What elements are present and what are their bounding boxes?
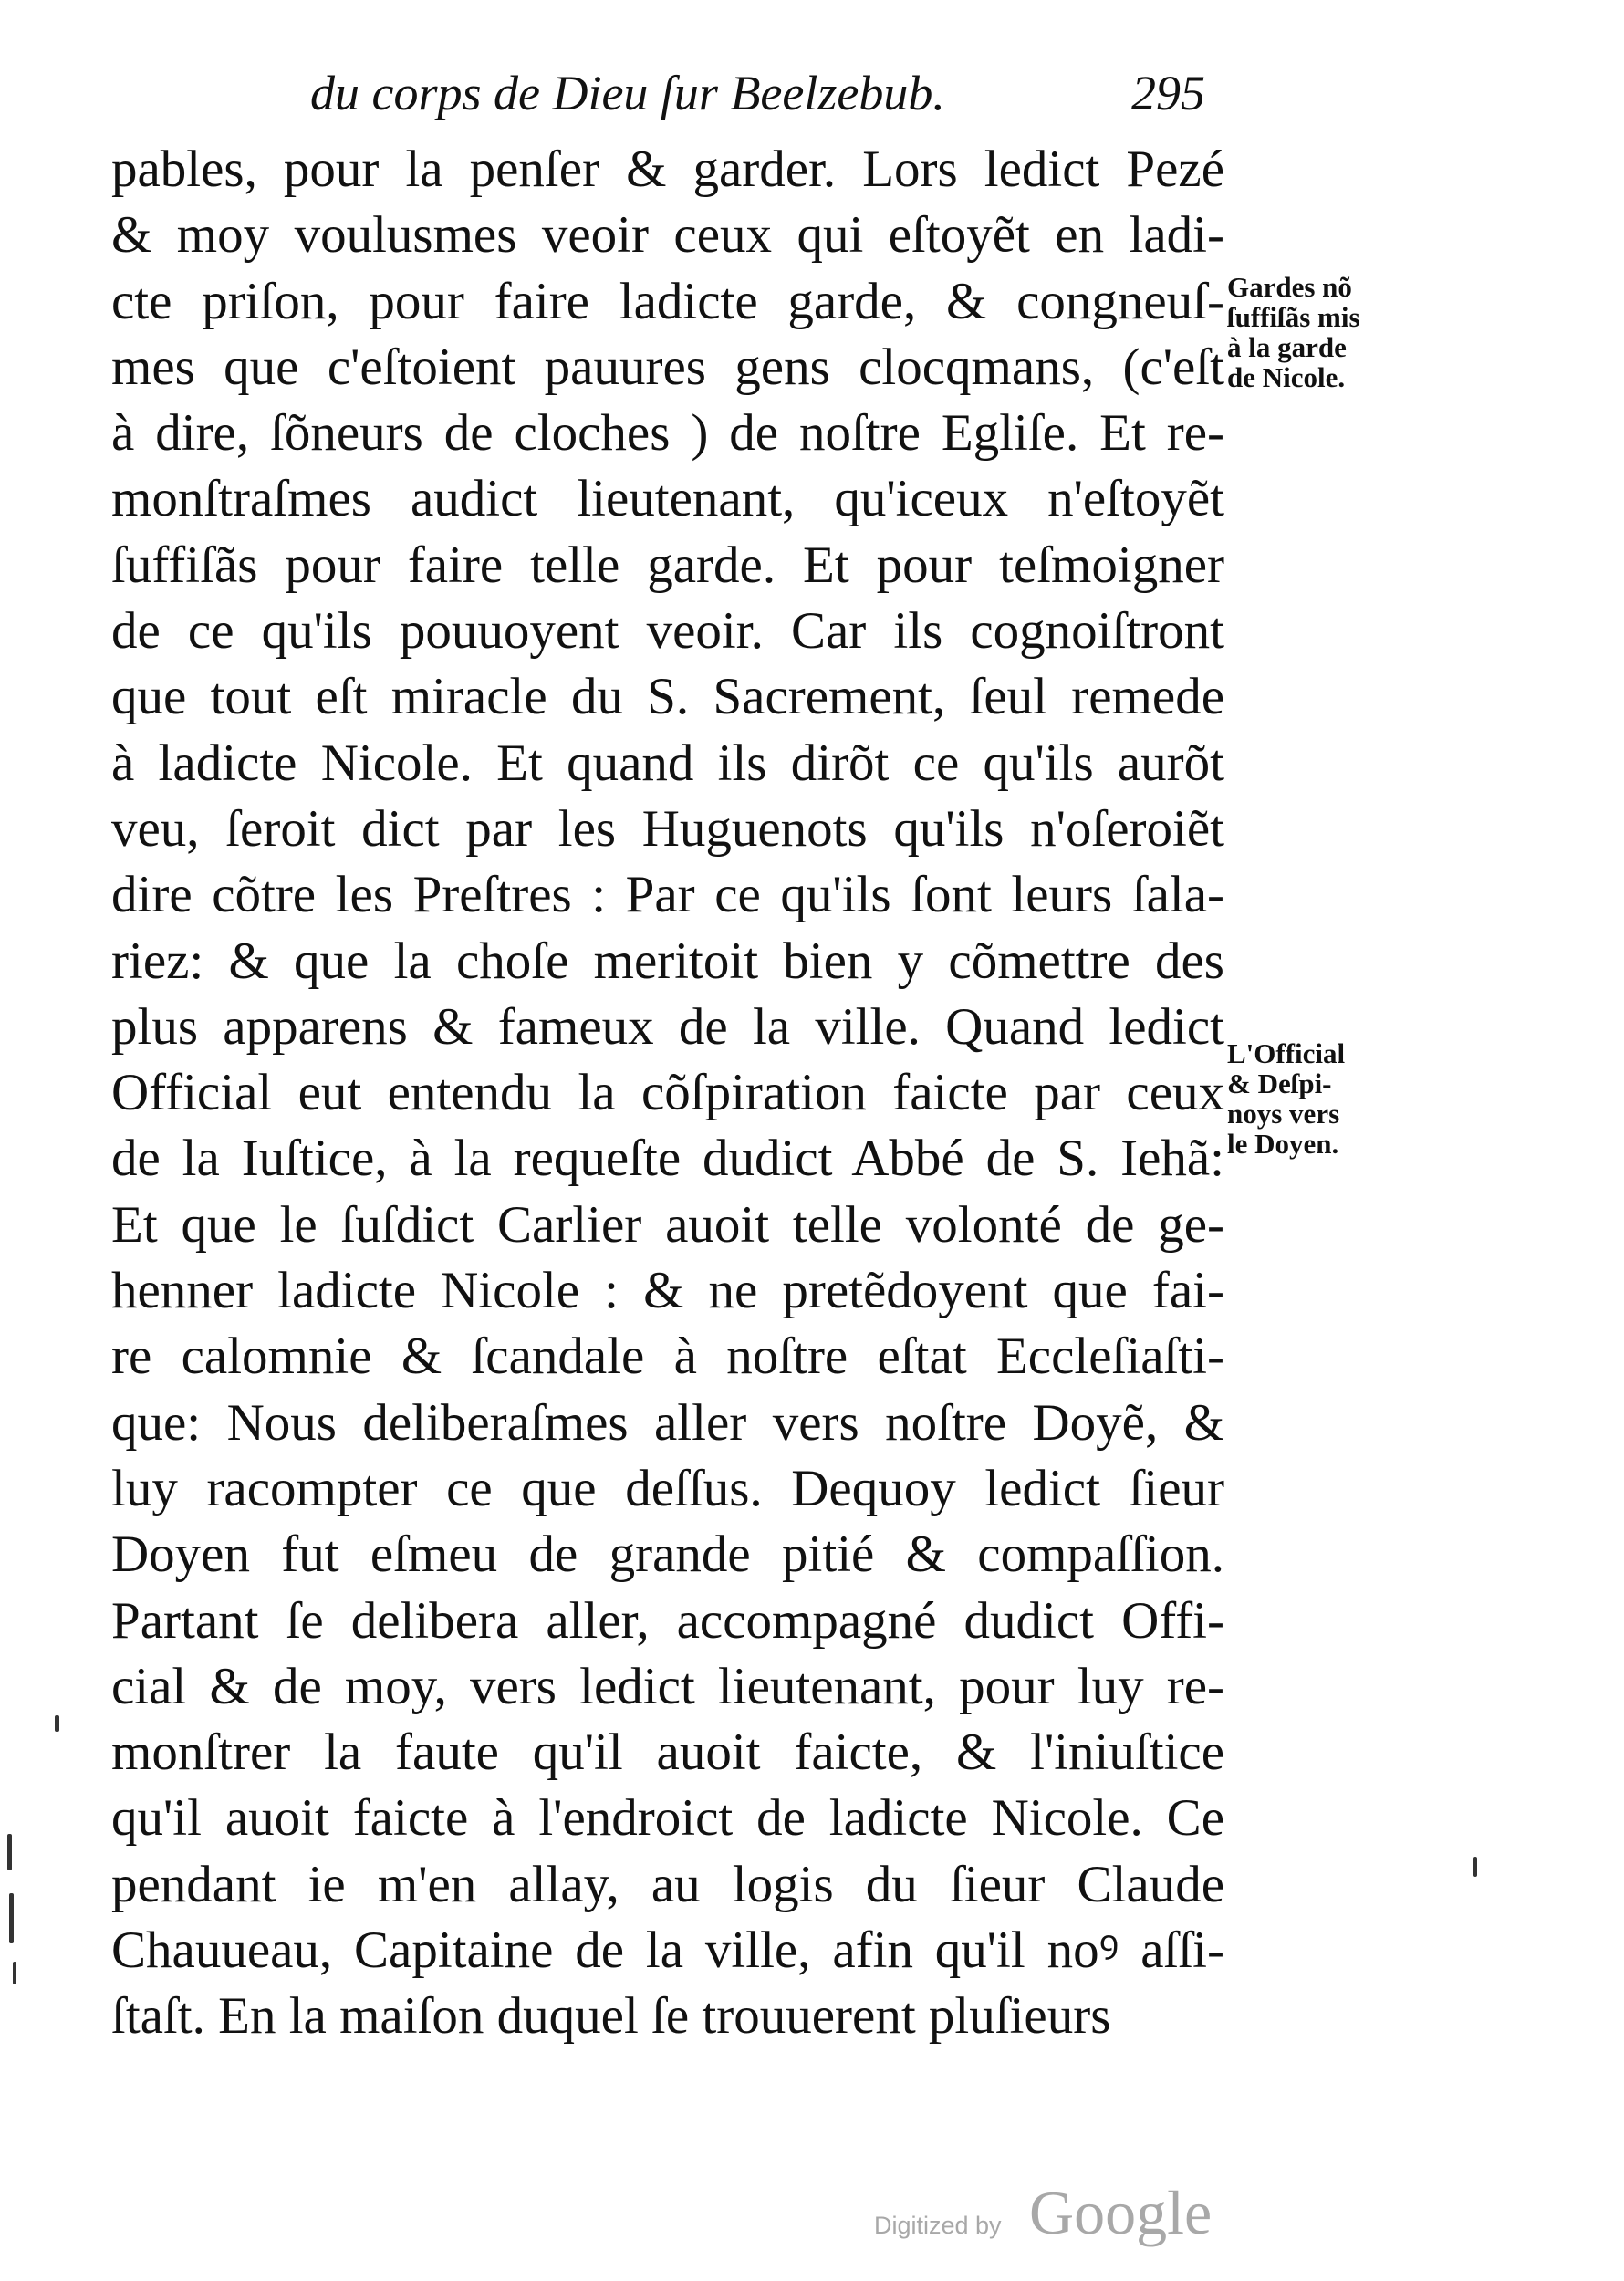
- ink-speck: [13, 1962, 16, 1984]
- text-line: mes que c'eſtoient pauures gens clocqmans, (c'eſt: [111, 338, 1224, 396]
- text-line: que tout eſt miracle du S. Sacrement, ſeul remede: [111, 668, 1224, 726]
- margin-note-line: noys vers: [1227, 1098, 1340, 1130]
- text-line: dire cõtre les Preſtres : Par ce qu'ils ſont leurs ſala-: [111, 866, 1224, 924]
- ink-speck: [55, 1715, 59, 1732]
- text-line: Doyen fut eſmeu de grande pitié & compaſſion.: [111, 1526, 1224, 1584]
- text-line: monſtraſmes audict lieutenant, qu'iceux n'eſtoyẽt: [111, 470, 1224, 528]
- text-line: henner ladicte Nicole : & ne pretẽdoyent que fai-: [111, 1262, 1224, 1320]
- text-line: de la Iuſtice, à la requeſte dudict Abbé de S. Iehã:: [111, 1130, 1224, 1188]
- text-line: Et que le ſuſdict Carlier auoit telle volonté de ge-: [111, 1195, 1224, 1254]
- text-line: Partant ſe delibera aller, accompagné dudict Offi-: [111, 1591, 1224, 1650]
- text-line: à dire, ſõneurs de cloches ) de noſtre Egliſe. Et re-: [111, 404, 1224, 463]
- google-logo: Google: [1029, 2178, 1213, 2247]
- text-line: pables, pour la penſer & garder. Lors ledict Pezé: [111, 141, 1224, 198]
- text-line: plus apparens & fameux de la ville. Quand ledict: [111, 997, 1224, 1056]
- margin-note-line: & Deſpi-: [1227, 1068, 1332, 1099]
- ink-speck: [9, 1893, 14, 1943]
- text-line: monſtrer la faute qu'il auoit faicte, & l'iniuſtice: [111, 1724, 1224, 1782]
- text-line: cial & de moy, vers ledict lieutenant, pour luy re-: [111, 1657, 1224, 1715]
- running-head: [310, 57, 1241, 130]
- watermark-prefix: Digitized by: [874, 2212, 1002, 2239]
- body-text: [111, 137, 1224, 2050]
- text-line: pendant ie m'en allay, au logis du ſieur Claude: [111, 1855, 1224, 1913]
- text-line: ſtaſt. En la maiſon duquel ſe trouuerent pluſieurs: [111, 1987, 1111, 2046]
- ink-speck: [1473, 1857, 1477, 1877]
- text-line: ſuffiſãs pour faire telle garde. Et pour teſmoigner: [111, 536, 1224, 594]
- text-line: que: Nous deliberaſmes aller vers noſtre Doyẽ, &: [111, 1393, 1224, 1452]
- running-title: du corps de Dieu ſur Beelzebub.: [310, 66, 945, 120]
- text-line: Chauueau, Capitaine de la ville, afin qu'il noꝰ aſſi-: [111, 1922, 1224, 1980]
- text-line: Official eut entendu la cõſpiration faicte par ceux: [111, 1064, 1224, 1122]
- margin-note-line: de Nicole.: [1227, 361, 1346, 393]
- text-line: qu'il auoit faicte à l'endroict de ladicte Nicole. Ce: [111, 1789, 1224, 1848]
- text-line: & moy voulusmes veoir ceux qui eſtoyẽt en ladi-: [111, 206, 1224, 265]
- margin-note-line: L'Official: [1227, 1037, 1346, 1069]
- margin-note-line: Gardes nõ: [1227, 271, 1352, 303]
- ink-speck: [7, 1834, 12, 1870]
- text-line: luy racompter ce que deſſus. Dequoy ledict ſieur: [111, 1459, 1224, 1517]
- margin-note-gardes: [1227, 272, 1382, 392]
- margin-note-line: ſuffiſãs mis: [1227, 301, 1360, 333]
- text-line: cte priſon, pour faire ladicte garde, & congneuſ-: [111, 272, 1224, 330]
- digitized-watermark: [874, 2178, 1239, 2247]
- text-line: riez: & que la choſe meritoit bien y cõmettre des: [111, 932, 1224, 990]
- page-number: 295: [1131, 66, 1205, 120]
- text-line: veu, ſeroit dict par les Huguenots qu'ils n'oſeroiẽt: [111, 799, 1224, 858]
- text-line: à ladicte Nicole. Et quand ils dirõt ce qu'ils aurõt: [111, 734, 1224, 792]
- margin-note-line: à la garde: [1227, 331, 1347, 363]
- margin-note-line: le Doyen.: [1227, 1128, 1339, 1160]
- margin-note-official: [1227, 1038, 1382, 1159]
- text-line: re calomnie & ſcandale à noſtre eſtat Eccleſiaſti-: [111, 1328, 1224, 1386]
- text-line: de ce qu'ils pouuoyent veoir. Car ils cognoiſtront: [111, 602, 1224, 661]
